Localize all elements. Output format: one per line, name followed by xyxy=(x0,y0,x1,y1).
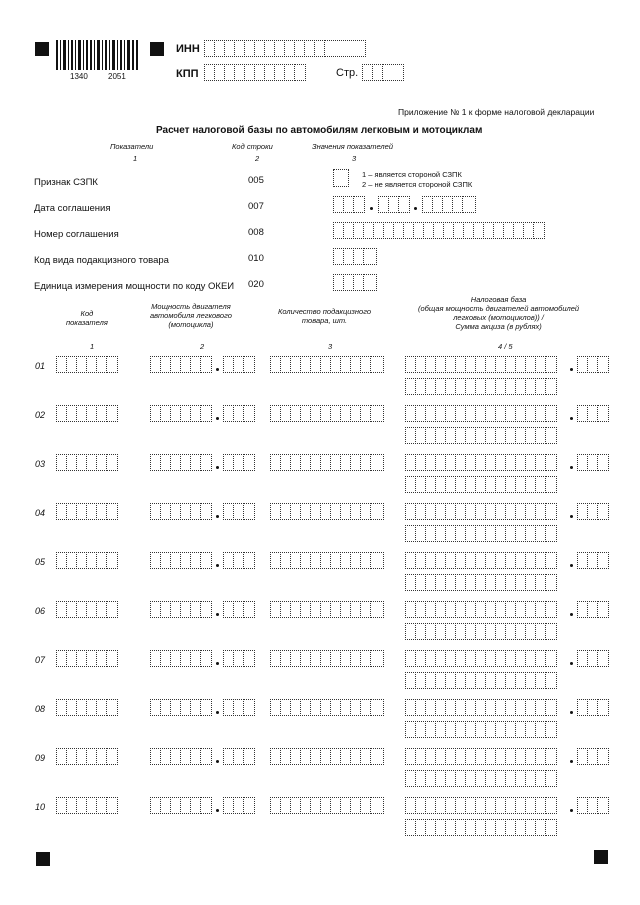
row-02-engine-power-frac-field[interactable] xyxy=(223,405,255,422)
row-09-engine-power-int-field[interactable] xyxy=(150,748,212,765)
row-03-tax-base-int-field[interactable] xyxy=(405,454,557,471)
label-agreement-date: Дата соглашения xyxy=(34,203,111,214)
row-06-engine-power-int-field[interactable] xyxy=(150,601,212,618)
row-code-06: 06 xyxy=(35,606,46,616)
row-07-tax-base-frac-field[interactable] xyxy=(577,650,609,667)
row-08-excise-amount-field[interactable] xyxy=(405,721,557,738)
row-10-engine-power-frac-field[interactable] xyxy=(223,797,255,814)
row-06-engine-power-decimal-point xyxy=(216,613,219,616)
row-06-indicator-code-field[interactable] xyxy=(56,601,118,618)
row-10-tax-base-decimal-point xyxy=(570,809,573,812)
header-line-code: Код строки xyxy=(232,142,273,151)
row-08-quantity-field[interactable] xyxy=(270,699,384,716)
excise-product-code-field[interactable] xyxy=(333,248,377,265)
header-col-engine-power: Мощность двигателя автомобиля легкового (мотоцикла) xyxy=(150,302,232,329)
code-007: 007 xyxy=(248,201,264,212)
registration-marker-bottom-right xyxy=(594,850,608,864)
header-num-col-3: 3 xyxy=(328,342,333,351)
page-number-field[interactable] xyxy=(362,64,404,81)
header-num-col-4-5: 4 / 5 xyxy=(498,342,513,351)
row-04-tax-base-int-field[interactable] xyxy=(405,503,557,520)
label-agreement-number: Номер соглашения xyxy=(34,229,119,240)
row-01-excise-amount-field[interactable] xyxy=(405,378,557,395)
row-08-indicator-code-field[interactable] xyxy=(56,699,118,716)
barcode xyxy=(56,40,140,74)
header-indicators: Показатели xyxy=(110,142,154,151)
row-code-04: 04 xyxy=(35,508,46,518)
row-01-indicator-code-field[interactable] xyxy=(56,356,118,373)
row-09-engine-power-decimal-point xyxy=(216,760,219,763)
row-code-05: 05 xyxy=(35,557,46,567)
row-01-engine-power-frac-field[interactable] xyxy=(223,356,255,373)
row-03-tax-base-decimal-point xyxy=(570,466,573,469)
row-05-tax-base-decimal-point xyxy=(570,564,573,567)
row-02-excise-amount-field[interactable] xyxy=(405,427,557,444)
row-03-tax-base-frac-field[interactable] xyxy=(577,454,609,471)
header-col-tax-base: Налоговая база (общая мощность двигателей автомобилей легковых (мотоциклов)) / Сумма акциза (в рублях) xyxy=(418,295,580,331)
row-03-indicator-code-field[interactable] xyxy=(56,454,118,471)
row-03-engine-power-int-field[interactable] xyxy=(150,454,212,471)
row-05-tax-base-frac-field[interactable] xyxy=(577,552,609,569)
row-08-engine-power-int-field[interactable] xyxy=(150,699,212,716)
row-02-indicator-code-field[interactable] xyxy=(56,405,118,422)
row-03-excise-amount-field[interactable] xyxy=(405,476,557,493)
row-02-engine-power-int-field[interactable] xyxy=(150,405,212,422)
row-07-tax-base-int-field[interactable] xyxy=(405,650,557,667)
row-06-tax-base-decimal-point xyxy=(570,613,573,616)
registration-marker-top-right xyxy=(150,42,164,56)
label-szpk: Признак СЗПК xyxy=(34,177,98,188)
row-code-03: 03 xyxy=(35,459,46,469)
kpp-label: КПП xyxy=(176,68,199,80)
row-02-tax-base-decimal-point xyxy=(570,417,573,420)
agreement-year-field[interactable] xyxy=(422,196,476,213)
row-01-tax-base-decimal-point xyxy=(570,368,573,371)
row-01-tax-base-frac-field[interactable] xyxy=(577,356,609,373)
row-03-quantity-field[interactable] xyxy=(270,454,384,471)
row-code-02: 02 xyxy=(35,410,46,420)
row-05-engine-power-frac-field[interactable] xyxy=(223,552,255,569)
row-code-01: 01 xyxy=(35,361,46,371)
row-04-quantity-field[interactable] xyxy=(270,503,384,520)
row-05-tax-base-int-field[interactable] xyxy=(405,552,557,569)
row-04-indicator-code-field[interactable] xyxy=(56,503,118,520)
row-07-engine-power-decimal-point xyxy=(216,662,219,665)
row-07-quantity-field[interactable] xyxy=(270,650,384,667)
row-03-engine-power-frac-field[interactable] xyxy=(223,454,255,471)
row-07-indicator-code-field[interactable] xyxy=(56,650,118,667)
row-10-tax-base-int-field[interactable] xyxy=(405,797,557,814)
row-04-tax-base-frac-field[interactable] xyxy=(577,503,609,520)
szpk-option-2: 2 – не является стороной СЗПК xyxy=(362,180,473,189)
code-010: 010 xyxy=(248,253,264,264)
row-01-engine-power-decimal-point xyxy=(216,368,219,371)
row-09-tax-base-int-field[interactable] xyxy=(405,748,557,765)
row-10-excise-amount-field[interactable] xyxy=(405,819,557,836)
date-separator-2 xyxy=(414,207,417,210)
row-07-tax-base-decimal-point xyxy=(570,662,573,665)
row-code-09: 09 xyxy=(35,753,46,763)
header-values: Значения показателей xyxy=(312,142,394,151)
code-005: 005 xyxy=(248,175,264,186)
header-num-1: 1 xyxy=(133,154,138,163)
row-04-excise-amount-field[interactable] xyxy=(405,525,557,542)
row-08-tax-base-frac-field[interactable] xyxy=(577,699,609,716)
row-07-engine-power-frac-field[interactable] xyxy=(223,650,255,667)
row-04-engine-power-int-field[interactable] xyxy=(150,503,212,520)
header-num-2: 2 xyxy=(255,154,260,163)
barcode-number-left: 1340 xyxy=(70,72,88,81)
row-01-tax-base-int-field[interactable] xyxy=(405,356,557,373)
row-09-excise-amount-field[interactable] xyxy=(405,770,557,787)
row-06-tax-base-int-field[interactable] xyxy=(405,601,557,618)
row-03-engine-power-decimal-point xyxy=(216,466,219,469)
agreement-number-field[interactable] xyxy=(333,222,545,239)
row-06-engine-power-frac-field[interactable] xyxy=(223,601,255,618)
row-09-indicator-code-field[interactable] xyxy=(56,748,118,765)
row-07-excise-amount-field[interactable] xyxy=(405,672,557,689)
row-04-engine-power-frac-field[interactable] xyxy=(223,503,255,520)
row-code-07: 07 xyxy=(35,655,46,665)
code-020: 020 xyxy=(248,279,264,290)
row-10-tax-base-frac-field[interactable] xyxy=(577,797,609,814)
header-col-indicator-code: Код показателя xyxy=(66,309,108,327)
row-04-tax-base-decimal-point xyxy=(570,515,573,518)
agreement-month-field[interactable] xyxy=(378,196,410,213)
label-power-unit-okei: Единица измерения мощности по коду ОКЕИ xyxy=(34,281,235,292)
code-008: 008 xyxy=(248,227,264,238)
row-02-tax-base-frac-field[interactable] xyxy=(577,405,609,422)
row-05-quantity-field[interactable] xyxy=(270,552,384,569)
appendix-note: Приложение № 1 к форме налоговой декларации xyxy=(398,107,595,117)
row-06-quantity-field[interactable] xyxy=(270,601,384,618)
row-09-quantity-field[interactable] xyxy=(270,748,384,765)
row-02-engine-power-decimal-point xyxy=(216,417,219,420)
row-08-engine-power-decimal-point xyxy=(216,711,219,714)
barcode-number-right: 2051 xyxy=(108,72,126,81)
row-04-engine-power-decimal-point xyxy=(216,515,219,518)
date-separator-1 xyxy=(370,207,373,210)
row-10-indicator-code-field[interactable] xyxy=(56,797,118,814)
row-10-engine-power-decimal-point xyxy=(216,809,219,812)
row-06-tax-base-frac-field[interactable] xyxy=(577,601,609,618)
row-05-engine-power-int-field[interactable] xyxy=(150,552,212,569)
row-08-engine-power-frac-field[interactable] xyxy=(223,699,255,716)
header-num-col-1: 1 xyxy=(90,342,95,351)
row-05-engine-power-decimal-point xyxy=(216,564,219,567)
label-excise-product-code: Код вида подакцизного товара xyxy=(34,255,169,266)
row-05-indicator-code-field[interactable] xyxy=(56,552,118,569)
row-07-engine-power-int-field[interactable] xyxy=(150,650,212,667)
header-num-col-2: 2 xyxy=(200,342,205,351)
row-09-engine-power-frac-field[interactable] xyxy=(223,748,255,765)
header-col-quantity: Количество подакцизного товара, шт. xyxy=(278,307,371,325)
row-code-10: 10 xyxy=(35,802,46,812)
row-01-engine-power-int-field[interactable] xyxy=(150,356,212,373)
row-05-excise-amount-field[interactable] xyxy=(405,574,557,591)
row-06-excise-amount-field[interactable] xyxy=(405,623,557,640)
row-02-tax-base-int-field[interactable] xyxy=(405,405,557,422)
row-09-tax-base-frac-field[interactable] xyxy=(577,748,609,765)
row-01-quantity-field[interactable] xyxy=(270,356,384,373)
registration-marker-top-left xyxy=(35,42,49,56)
header-num-3: 3 xyxy=(352,154,357,163)
row-10-engine-power-int-field[interactable] xyxy=(150,797,212,814)
agreement-day-field[interactable] xyxy=(333,196,365,213)
inn-label: ИНН xyxy=(176,43,200,55)
row-08-tax-base-decimal-point xyxy=(570,711,573,714)
kpp-field[interactable] xyxy=(204,64,306,81)
form-title: Расчет налоговой базы по автомобилям легковым и мотоциклам xyxy=(156,125,483,136)
row-10-quantity-field[interactable] xyxy=(270,797,384,814)
registration-marker-bottom-left xyxy=(36,852,50,866)
row-09-tax-base-decimal-point xyxy=(570,760,573,763)
inn-field[interactable] xyxy=(204,40,366,57)
szpk-sign-field[interactable] xyxy=(333,169,349,186)
row-08-tax-base-int-field[interactable] xyxy=(405,699,557,716)
szpk-option-1: 1 – является стороной СЗПК xyxy=(362,170,462,179)
power-unit-okei-field[interactable] xyxy=(333,274,377,291)
page-label: Стр. xyxy=(336,67,359,79)
row-code-08: 08 xyxy=(35,704,46,714)
row-02-quantity-field[interactable] xyxy=(270,405,384,422)
